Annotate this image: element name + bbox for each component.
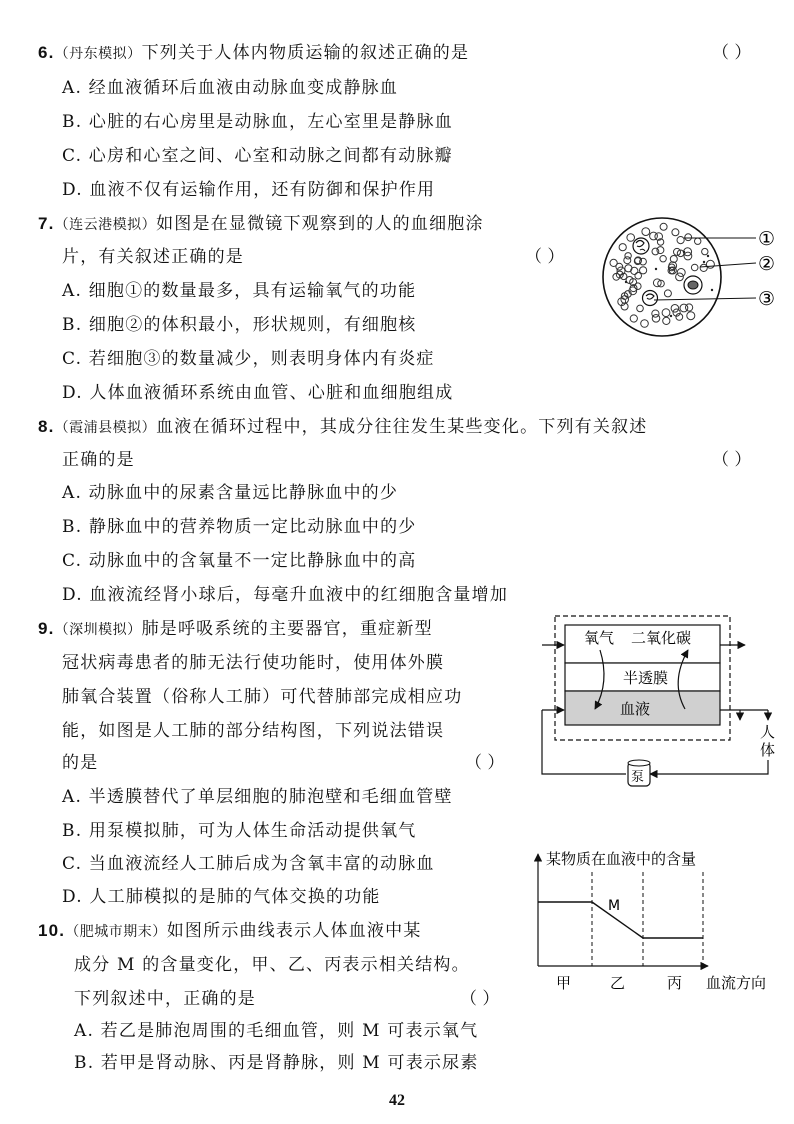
label-1: ① — [758, 228, 776, 250]
q6-option-b[interactable]: B. 心脏的右心房里是动脉血，左心室里是静脉血 — [62, 112, 453, 132]
q10-stem-line-2: 成分 M 的含量变化，甲、乙、丙表示相关结构。 — [74, 955, 470, 975]
q10-number: 10. — [38, 921, 66, 940]
q6-option-d[interactable]: D. 血液不仅有运输作用，还有防御和保护作用 — [62, 180, 436, 200]
q7-answer-paren[interactable]: （ ） — [525, 247, 565, 267]
q9-option-b[interactable]: B. 用泵模拟肺，可为人体生命活动提供氧气 — [62, 821, 417, 841]
platelet — [655, 268, 657, 270]
q10-source: （肥城市期末） — [65, 924, 167, 940]
q7-stem — [38, 213, 484, 236]
segment-label-yi: 乙 — [610, 974, 626, 992]
q8-stem — [38, 416, 647, 439]
q10-stem-line-1: 如图所示曲线表示人体血液中某 — [166, 921, 422, 941]
curve-label-m: M — [608, 898, 621, 914]
q7-option-b[interactable]: B. 细胞②的体积最小，形状规则，有细胞核 — [62, 315, 417, 335]
q8-option-a[interactable]: A. 动脉血中的尿素含量远比静脉血中的少 — [62, 483, 399, 503]
y-axis-label: 某物质在血液中的含量 — [546, 850, 697, 868]
q7-option-a[interactable]: A. 细胞①的数量最多，具有运输氧气的功能 — [62, 281, 417, 301]
q8-number: 8. — [38, 417, 55, 436]
q9-number: 9. — [38, 619, 55, 638]
q7-number: 7. — [38, 214, 55, 233]
label-3: ③ — [758, 288, 776, 310]
white-blood-cell-3 — [643, 291, 658, 306]
q9-stem-line-2: 冠状病毒患者的肺无法行使功能时，使用体外膜 — [62, 653, 445, 673]
q9-option-a[interactable]: A. 半透膜替代了单层细胞的肺泡壁和毛细血管壁 — [62, 787, 453, 807]
q9-stem-line-5: 的是 — [62, 753, 99, 773]
q9-stem-line-4: 能，如图是人工肺的部分结构图，下列说法错误 — [62, 721, 445, 741]
platelet — [625, 281, 627, 283]
white-blood-cell-2 — [684, 276, 702, 294]
q8-stem-line-1: 血液在循环过程中，其成分往往发生某些变化。下列有关叙述 — [156, 417, 648, 437]
platelet — [670, 315, 672, 317]
segment-label-bing: 丙 — [667, 974, 683, 992]
q8-stem-line-2: 正确的是 — [62, 450, 135, 470]
q10-stem-line-3: 下列叙述中，正确的是 — [74, 989, 256, 1009]
artificial-lung-figure — [540, 612, 790, 792]
platelet — [683, 251, 685, 253]
q7-stem-line-2: 片，有关叙述正确的是 — [62, 247, 244, 267]
segment-label-jia: 甲 — [556, 974, 572, 992]
q10-option-a[interactable]: A. 若乙是肺泡周围的毛细血管，则 M 可表示氧气 — [74, 1021, 479, 1041]
page-number: 42 — [389, 1092, 405, 1109]
q6-number: 6. — [38, 43, 55, 62]
blood-smear-figure — [596, 212, 786, 342]
return-line — [650, 760, 768, 774]
q8-answer-paren[interactable]: （ ） — [712, 450, 752, 470]
oxygen-label: 氧气 — [584, 629, 615, 647]
q8-option-b[interactable]: B. 静脉血中的营养物质一定比动脉血中的少 — [62, 517, 417, 537]
q6-answer-paren[interactable]: （ ） — [712, 43, 752, 63]
q8-option-d[interactable]: D. 血液流经肾小球后，每毫升血液中的红细胞含量增加 — [62, 585, 509, 605]
platelet — [703, 261, 705, 263]
pump-label: 泵 — [631, 770, 645, 785]
x-axis-label: 血流方向 — [706, 974, 767, 992]
q9-stem — [38, 618, 433, 641]
body-label-2: 体 — [760, 741, 776, 759]
q9-stem-line-1: 肺是呼吸系统的主要器官，重症新型 — [141, 619, 433, 639]
curve-m — [538, 902, 703, 938]
q6-source: （丹东模拟） — [54, 46, 142, 62]
label-2: ② — [758, 253, 776, 275]
q10-stem — [38, 920, 422, 943]
q7-source: （连云港模拟） — [54, 217, 157, 233]
q9-option-d[interactable]: D. 人工肺模拟的是肺的气体交换的功能 — [62, 887, 381, 907]
q7-stem-line-1: 如图是在显微镜下观察到的人的血细胞涂 — [156, 214, 484, 234]
blood-label: 血液 — [620, 700, 651, 718]
q9-answer-paren[interactable]: （ ） — [465, 753, 505, 773]
q6-option-a[interactable]: A. 经血液循环后血液由动脉血变成静脉血 — [62, 78, 399, 98]
q9-stem-line-3: 肺氧合装置（俗称人工肺）可代替肺部完成相应功 — [62, 687, 463, 707]
q10-option-b[interactable]: B. 若甲是肾动脉、丙是肾静脉，则 M 可表示尿素 — [74, 1053, 479, 1073]
content-curve-figure — [530, 848, 792, 998]
q6-option-c[interactable]: C. 心房和心室之间、心室和动脉之间都有动脉瓣 — [62, 146, 453, 166]
q9-option-c[interactable]: C. 当血液流经人工肺后成为含氧丰富的动脉血 — [62, 854, 435, 874]
body-label-1: 人 — [760, 723, 776, 741]
q10-answer-paren[interactable]: （ ） — [460, 989, 500, 1009]
q8-source: （霞浦县模拟） — [54, 420, 157, 436]
q8-option-c[interactable]: C. 动脉血中的含氧量不一定比静脉血中的高 — [62, 551, 417, 571]
q7-option-c[interactable]: C. 若细胞③的数量减少，则表明身体内有炎症 — [62, 349, 435, 369]
q9-source: （深圳模拟） — [54, 622, 142, 638]
q6-stem — [38, 42, 469, 65]
co2-label: 二氧化碳 — [631, 629, 692, 647]
platelet — [707, 255, 709, 257]
platelet — [711, 289, 713, 291]
q6-stem-line-1: 下列关于人体内物质运输的叙述正确的是 — [141, 43, 470, 63]
q7-option-d[interactable]: D. 人体血液循环系统由血管、心脏和血细胞组成 — [62, 383, 454, 403]
white-blood-cell-1 — [633, 238, 649, 254]
membrane-label: 半透膜 — [623, 669, 669, 687]
